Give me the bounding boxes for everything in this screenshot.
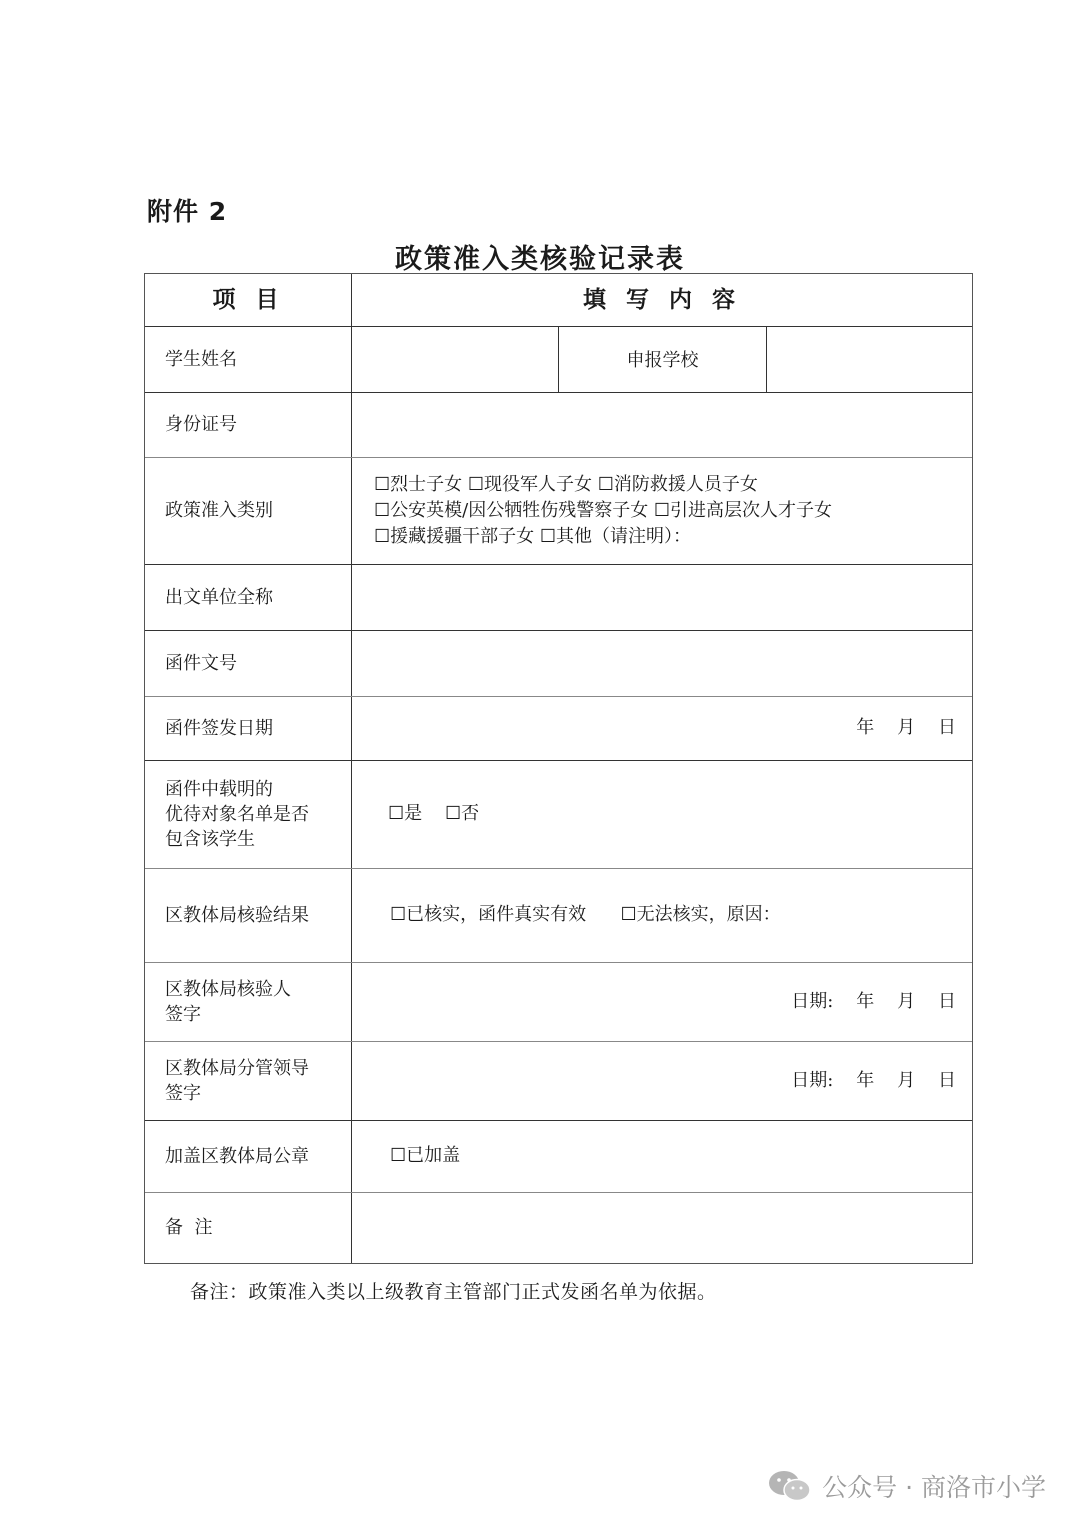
school-label: 申报学校 [626,350,699,371]
seal-checkbox[interactable]: ☐已加盖 [390,1145,461,1166]
leader-sign-label: 区教体局分管领导 签字 [165,1057,309,1104]
header-item: 项 目 [212,286,285,313]
seal-label: 加盖区教体局公章 [165,1145,309,1167]
category-label: 政策准入类别 [165,500,273,521]
wechat-icon [768,1470,812,1502]
footnote: 备注：政策准入类以上级教育主管部门正式发函名单为依据。 [190,1281,717,1303]
doc-number-label: 函件文号 [165,652,237,674]
verify-result-label: 区教体局核验结果 [165,904,309,926]
verification-form [144,273,973,1264]
issue-date-field[interactable]: 年 月 日 [856,717,956,738]
doc-number-field[interactable] [352,630,972,696]
remarks-label: 备 注 [165,1217,213,1238]
school-field[interactable] [767,326,972,392]
student-name-field[interactable] [352,326,558,392]
issuing-unit-label: 出文单位全称 [165,586,273,608]
verify-result-options[interactable]: ☐已核实，函件真实有效 ☐无法核实，原因： [390,904,781,925]
watermark [768,1468,1046,1504]
issuing-unit-field[interactable] [352,564,972,630]
issue-date-label: 函件签发日期 [165,717,273,739]
verifier-sign-label: 区教体局核验人 签字 [165,978,291,1025]
verifier-sign-date[interactable]: 日期: 年 月 日 [791,990,956,1012]
attachment-label: 附件 2 [147,197,228,226]
id-number-label: 身份证号 [165,414,237,435]
category-options[interactable]: ☐烈士子女 ☐现役军人子女 ☐消防救援人员子女 ☐公安英模/因公牺牲伤残警察子女 ☐引进高层次人才子女 ☐援藏援疆干部子女 ☐其他（请注明）： [374,473,833,547]
list-includes-options[interactable]: ☐是 ☐否 [388,803,480,824]
student-name-label: 学生姓名 [165,348,237,370]
watermark-text: 公众号 · 商洛市小学 [822,1473,1046,1502]
remarks-field[interactable] [352,1192,972,1263]
page-title: 政策准入类核验记录表 [395,244,685,275]
id-number-field[interactable] [352,392,972,457]
header-content: 填 写 内 容 [582,287,742,313]
list-includes-label: 函件中载明的 优待对象名单是否 包含该学生 [165,778,309,850]
leader-sign-date[interactable]: 日期: 年 月 日 [791,1069,956,1091]
